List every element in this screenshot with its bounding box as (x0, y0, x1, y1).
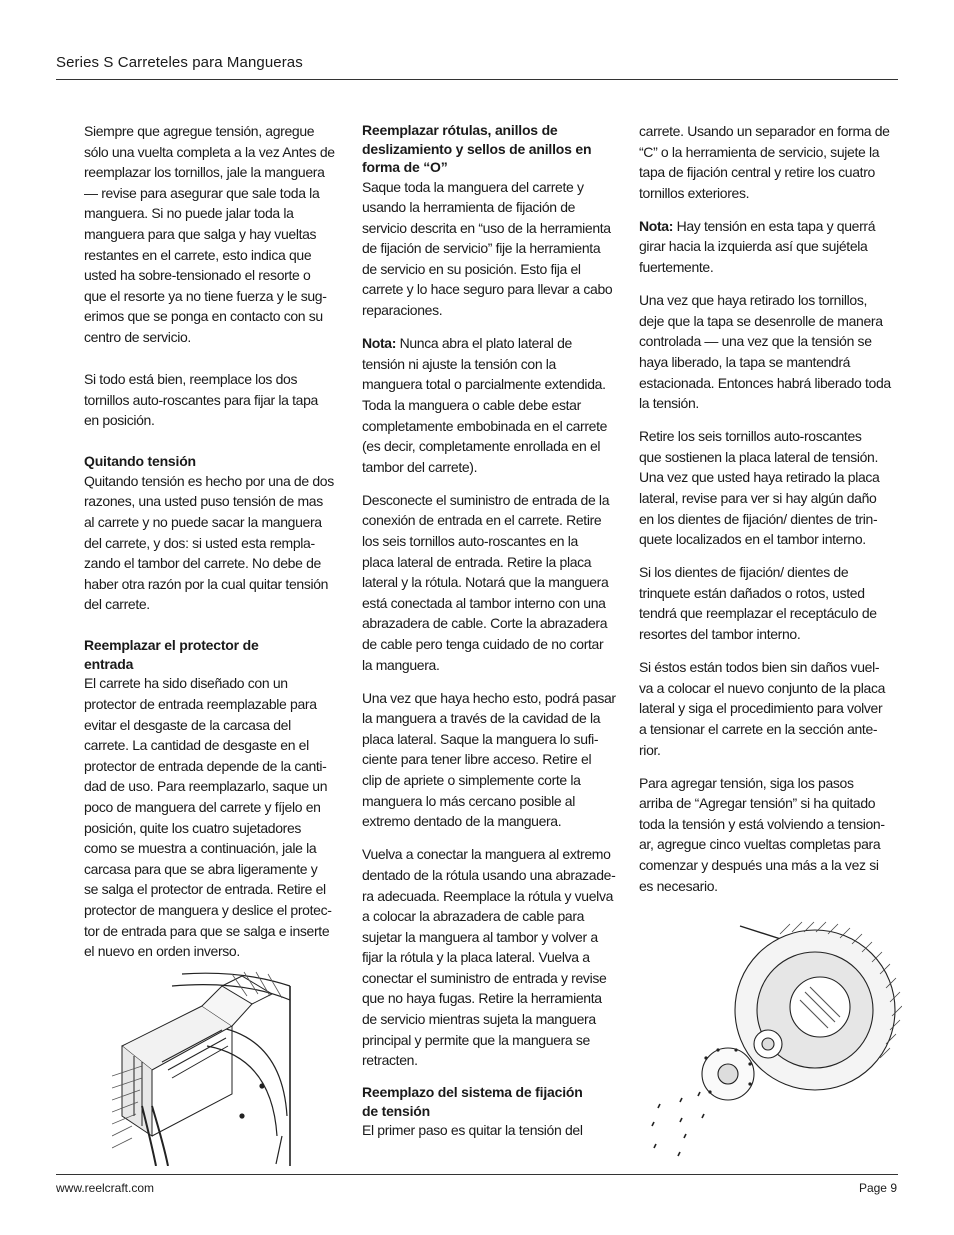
note-paragraph (639, 216, 901, 278)
section-heading-fijacion-tension: Reemplazo del sistema de fijación de tensión (362, 1084, 583, 1119)
paragraph: El carrete ha sido diseñado con un protector de entrada reemplazable para evitar el desgaste de la carcasa del carrete. La cantidad de desgaste en el protector de entrada depende de la canti- dad de uso. Para reemplazarlo, saque un poco de manguera del carrete y fíjelo en posición, quite los cuatro sujetadores como se muestra a continuación, jale la carcasa para que se abra ligeramente y se salga el protector de entrada. Retire el protector de manguera y deslice el protec- tor de entrada para que se salga e inserte el nuevo en orden inverso. (84, 675, 332, 960)
note-text: Nunca abra el plato lateral de tensión ni ajuste la tensión con la manguera total o parcialmente extendida. Toda la manguera o cable debe estar completamente embobinada en el carrete (es decir, completamente enrollada en el tambor del carrete). (362, 335, 608, 475)
paragraph: carrete. Usando un separador en forma de “C” o la herramienta de servicio, sujete la tapa de fijación central y retire los cuatro tornillos exteriores. (639, 123, 890, 201)
note-label: Nota: (362, 335, 397, 352)
tension-lock-exploded-illustration (640, 912, 902, 1162)
column-3 (639, 121, 901, 909)
footer-divider (56, 1174, 898, 1175)
footer-website: www.reelcraft.com (56, 1181, 155, 1195)
paragraph: El primer paso es quitar la tensión del (362, 1122, 583, 1139)
section-heading-rotulas: Reemplazar rótulas, anillos de deslizamiento y sellos de anillos en forma de “O” (362, 122, 592, 175)
note-label: Nota: (639, 217, 674, 234)
footer-page-number: Page 9 (858, 1181, 897, 1195)
column-1 (84, 121, 346, 974)
paragraph: Saque toda la manguera del carrete y usando la herramienta de fijación de servicio descrita en “uso de la herramienta de fijación de servicio” fije la herramienta de servicio en su posición. Esto fija el carrete y lo hace seguro para llevar a cabo reparaciones. (362, 178, 613, 319)
paragraph: Una vez que haya retirado los tornillos, deje que la tapa se desenrolle de manera controlada — una vez que la tensión se haya liberado, la tapa se mantendrá estacionada. Entonces habrá liberado toda la tensión. (639, 292, 891, 412)
paragraph: Si todo está bien, reemplace los dos tornillos auto-roscantes para fijar la tapa en posición. (84, 371, 318, 429)
paragraph: Retire los seis tornillos auto-roscantes que sostienen la placa lateral de tensión. Una vez que usted haya retirado la placa lateral, revise para ver si hay algún daño en los dientes de fijación/ dientes de trin- quete localizados en el tambor interno. (639, 428, 880, 548)
page-header-title: Series S Carreteles para Mangueras (56, 54, 303, 71)
paragraph: Una vez que haya hecho esto, podrá pasar la manguera a través de la cavidad de la placa lateral. Saque la manguera lo sufi- ciente para tener libre acceso. Retire el clip de apriete o simplemente corte la manguera lo más cercano posible al extremo dentado de la manguera. (362, 689, 616, 830)
section-heading-protector-entrada: Reemplazar el protector de entrada (84, 637, 259, 672)
paragraph: Si éstos están todos bien sin daños vuel- va a colocar el nuevo conjunto de la placa lateral y siga el procedimiento para volver a tensionar el carrete en la sección ante- rior. (639, 659, 886, 758)
paragraph: Quitando tensión es hecho por una de dos razones, una usted puso tensión de mas al carrete y no puede sacar la manguera del carrete, y dos: si usted esta rempla- zando el tambor del carrete. No debe de haber otra razón por la cual quitar tensión del carrete. (84, 472, 334, 613)
section-heading-quitando-tension: Quitando tensión (84, 453, 196, 470)
paragraph: Siempre que agregue tensión, agregue sólo una vuelta completa a la vez Antes de reemplazar los tornillos, jale la manguera — revise para asegurar que sale toda la manguera. Si no puede jalar toda la manguera para que salga y hay vueltas restantes en el carrete, esto indica que usted ha sobre-tensionado el resorte o que el resorte ya no tiene fuerza y le sug- erimos que se ponga en contacto con su centro de servicio. (84, 123, 335, 345)
paragraph: Vuelva a conectar la manguera al extremo dentado de la rótula usando una abrazade- ra adecuada. Reemplace la rótula y vuelva a colocar la abrazadera de cable para sujetar la manguera al tambor y volver a fijar la rótula y la placa lateral. Vuelva a conectar el suministro de entrada y revise que no haya fugas. Retire la herramienta de servicio mientras sujeta la manguera principal y permite que la manguera se retracten. (362, 846, 616, 1069)
paragraph: Si los dientes de fijación/ dientes de trinquete están dañados o rotos, usted tendrá que reemplazar el receptáculo de resortes del tambor interno. (639, 564, 877, 643)
inlet-guard-illustration (112, 966, 292, 1166)
note-text: Hay tensión en esta tapa y querrá girar hacia la izquierda así que sujétela fuertemente. (639, 217, 876, 276)
header-divider (56, 79, 898, 80)
paragraph: Desconecte el suministro de entrada de la conexión de entrada en el carrete. Retire los seis tornillos auto-roscantes en la placa lateral de entrada. Retire la placa lateral y la rótula. Notará que la manguera está conectada al tambor interno con una abrazadera de cable. Corte la abrazadera de cable pero tenga cuidado de no cortar la manguera. (362, 491, 610, 673)
column-2 (362, 121, 624, 1153)
paragraph: Para agregar tensión, siga los pasos arriba de “Agregar tensión” si ha quitado toda la tensión y está volviendo a tension- ar, agregue cinco vueltas completas para comenzar y después una más a la vez si es necesario. (639, 774, 885, 894)
note-paragraph (362, 333, 624, 477)
